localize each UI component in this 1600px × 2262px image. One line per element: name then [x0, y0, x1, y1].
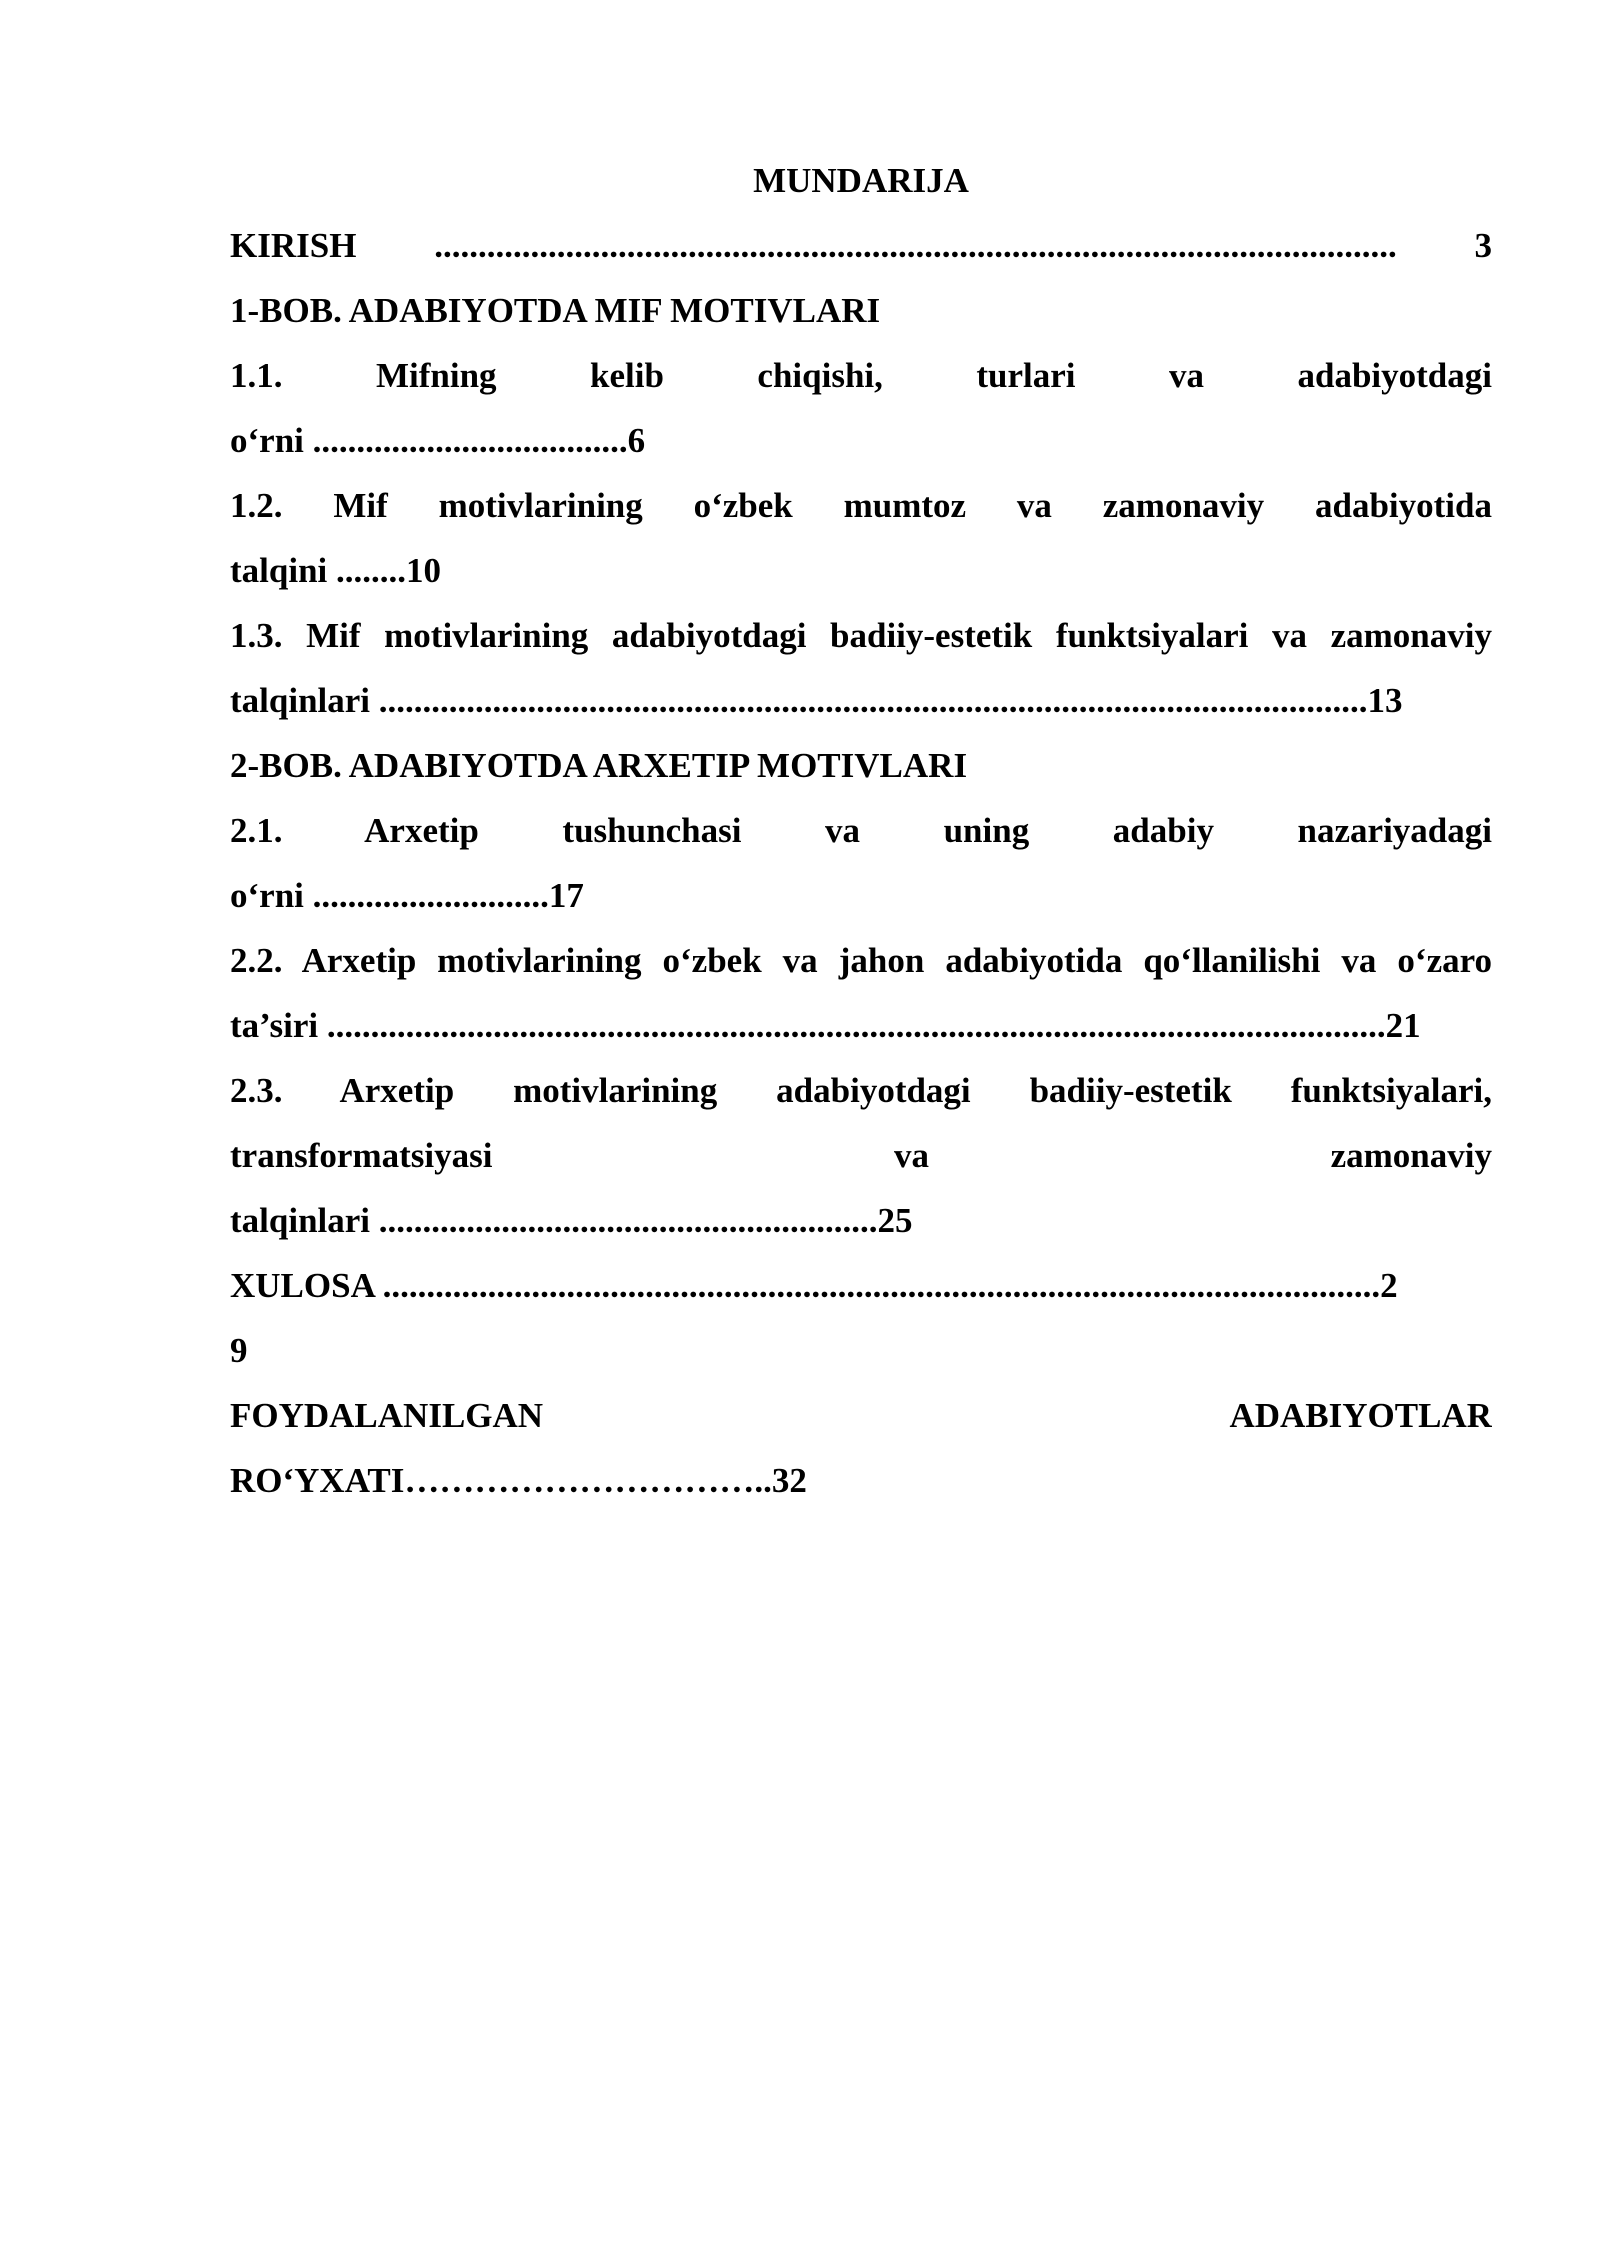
toc-line: 2-BOB. ADABIYOTDA ARXETIP MOTIVLARI: [230, 746, 968, 785]
toc-line: RO‘YXATI…………………………..32: [230, 1461, 807, 1500]
toc-title: MUNDARIJA: [753, 161, 969, 200]
toc-line: ta’siri .........................................................................................................................21: [230, 1006, 1421, 1045]
toc-line: 9: [230, 1331, 248, 1370]
toc-line: 1.3. Mif motivlarining adabiyotdagi badiiy-estetik funktsiyalari va zamonaviy: [230, 616, 1492, 655]
toc-line: talqinlari .................................................................................................................13: [230, 681, 1403, 720]
table-of-contents: [230, 148, 1492, 1513]
toc-line: talqinlari .........................................................25: [230, 1201, 913, 1240]
toc-line: KIRISH .............................................................................................................. 3: [230, 226, 1492, 265]
toc-line: o‘rni ....................................6: [230, 421, 646, 460]
toc-line: transformatsiyasi va zamonaviy: [230, 1136, 1492, 1175]
toc-line: FOYDALANILGAN ADABIYOTLAR: [230, 1396, 1492, 1435]
toc-line: 2.1. Arxetip tushunchasi va uning adabiy nazariyadagi: [230, 811, 1492, 850]
toc-line: talqini ........10: [230, 551, 442, 590]
toc-lines: [230, 213, 1492, 1513]
toc-line: o‘rni ...........................17: [230, 876, 584, 915]
toc-line: 2.3. Arxetip motivlarining adabiyotdagi badiiy-estetik funktsiyalari,: [230, 1071, 1492, 1110]
toc-line: 1.2. Mif motivlarining o‘zbek mumtoz va zamonaviy adabiyotida: [230, 486, 1492, 525]
toc-line: 1-BOB. ADABIYOTDA MIF MOTIVLARI: [230, 291, 881, 330]
toc-line: 1.1. Mifning kelib chiqishi, turlari va adabiyotdagi: [230, 356, 1492, 395]
toc-line: 2.2. Arxetip motivlarining o‘zbek va jahon adabiyotida qo‘llanilishi va o‘zaro: [230, 941, 1492, 980]
toc-line: XULOSA ..................................................................................................................2: [230, 1266, 1398, 1305]
